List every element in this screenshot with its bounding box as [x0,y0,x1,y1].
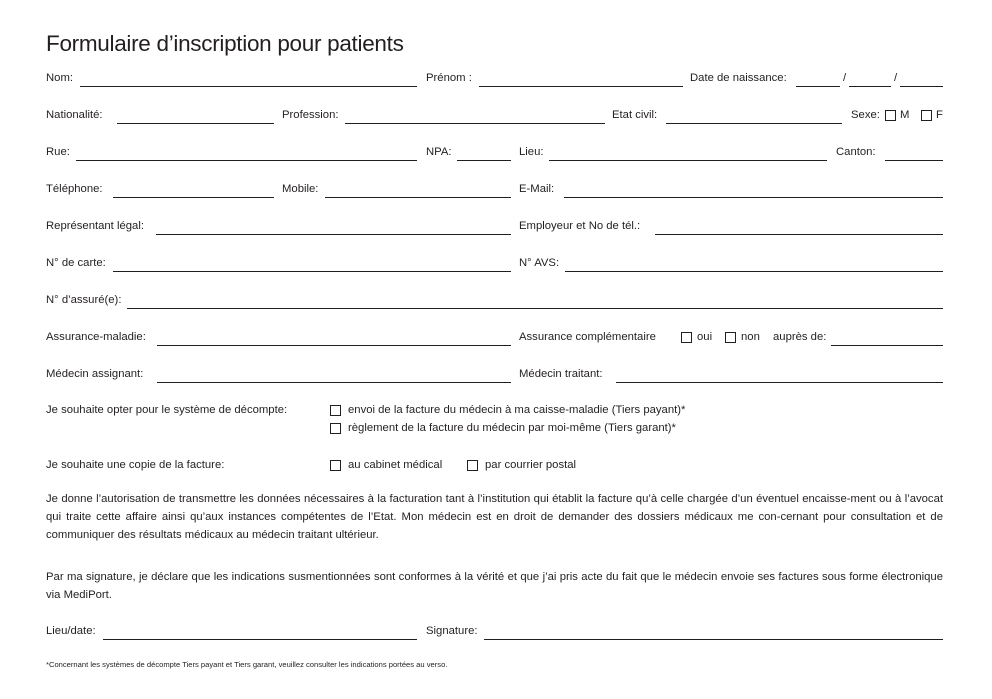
cabinet-label: au cabinet médical [348,459,443,471]
authorization-paragraph: Je donne l’autorisation de transmettre les données nécessaires à la facturation tant à l’institution qui établit la facture qu’à celle chargée d’un éventuel encaisse-ment ou à l’avocat qui traite cette affaire ainsi qu’aux instances compétentes de l’Etat. Mon médecin est en droit de demander des dossiers médicaux me con-cernant pour consultation et de communiquer des résultats médicaux au médecin traitant ultérieur. [46,493,943,541]
birth-year-field[interactable] [900,86,943,87]
mobile-field[interactable] [325,197,511,198]
npa-field[interactable] [457,160,511,161]
email-field[interactable] [564,197,943,198]
row-insured [0,294,992,308]
nationalite-field[interactable] [117,123,274,124]
sexe-label: Sexe: [851,109,880,121]
nom-field[interactable] [80,86,417,87]
row-status [0,109,992,123]
row-contact [0,183,992,197]
birth-day-field[interactable] [796,86,840,87]
medecin-traitant-label: Médecin traitant: [519,368,603,380]
rue-field[interactable] [76,160,417,161]
sexe-f-checkbox[interactable] [921,110,932,121]
footnote: *Concernant les systèmes de décompte Tiers payant et Tiers garant, veuillez consulter les indications portées au verso. [46,660,448,669]
prenom-label: Prénom : [426,72,472,84]
signature-field[interactable] [484,639,943,640]
row-representative [0,220,992,234]
date-naissance-label: Date de naissance: [690,72,787,84]
courrier-checkbox[interactable] [467,460,478,471]
row-doctors [0,368,992,382]
row-identity [0,72,992,86]
sexe-m-label: M [900,109,910,121]
decompte-label: Je souhaite opter pour le système de décompte: [46,404,288,416]
sexe-m-checkbox[interactable] [885,110,896,121]
email-label: E-Mail: [519,183,555,195]
nationalite-label: Nationalité: [46,109,103,121]
cabinet-checkbox[interactable] [330,460,341,471]
sexe-f-label: F [936,109,943,121]
date-separator: / [843,72,847,84]
profession-label: Profession: [282,109,339,121]
etat-civil-label: Etat civil: [612,109,658,121]
representant-label: Représentant légal: [46,220,144,232]
birth-month-field[interactable] [849,86,891,87]
row-address [0,146,992,160]
oui-label: oui [697,331,713,343]
profession-field[interactable] [345,123,605,124]
tiers-payant-checkbox[interactable] [330,405,341,416]
carte-label: N° de carte: [46,257,106,269]
avs-label: N° AVS: [519,257,560,269]
mobile-label: Mobile: [282,183,319,195]
employeur-field[interactable] [655,234,943,235]
row-card [0,257,992,271]
assurance-compl-label: Assurance complémentaire [519,331,656,343]
telephone-label: Téléphone: [46,183,103,195]
tiers-garant-checkbox[interactable] [330,423,341,434]
prenom-field[interactable] [479,86,683,87]
row-signature [0,625,992,639]
telephone-field[interactable] [113,197,274,198]
canton-field[interactable] [885,160,943,161]
assurance-maladie-field[interactable] [157,345,511,346]
row-insurance [0,331,992,345]
aupres-label: auprès de: [773,331,827,343]
assure-field[interactable] [127,308,943,309]
avs-field[interactable] [565,271,943,272]
canton-label: Canton: [836,146,876,158]
nom-label: Nom: [46,72,73,84]
non-checkbox[interactable] [725,332,736,343]
courrier-label: par courrier postal [485,459,577,471]
form-title: Formulaire d’inscription pour patients [46,31,404,56]
carte-field[interactable] [113,271,511,272]
etat-civil-field[interactable] [666,123,842,124]
representant-field[interactable] [156,234,511,235]
assure-label: N° d’assuré(e): [46,294,122,306]
date-separator: / [894,72,898,84]
non-label: non [741,331,760,343]
medecin-assignant-field[interactable] [157,382,511,383]
rue-label: Rue: [46,146,70,158]
tiers-garant-label: règlement de la facture du médecin par moi-même (Tiers garant)* [348,422,676,434]
npa-label: NPA: [426,146,452,158]
lieu-field[interactable] [549,160,827,161]
copie-label: Je souhaite une copie de la facture: [46,459,225,471]
medecin-assignant-label: Médecin assignant: [46,368,144,380]
lieu-label: Lieu: [519,146,544,158]
decompte-section [0,404,992,438]
copie-section [0,459,992,473]
tiers-payant-label: envoi de la facture du médecin à ma caisse-maladie (Tiers payant)* [348,404,686,416]
oui-checkbox[interactable] [681,332,692,343]
declaration-paragraph: Par ma signature, je déclare que les indications susmentionnées sont conformes à la vérité et que j’ai pris acte du fait que le médecin envoie ses factures sous forme électronique via MediPort. [46,571,943,601]
assurance-maladie-label: Assurance-maladie: [46,331,146,343]
lieu-date-label: Lieu/date: [46,625,96,637]
aupres-field[interactable] [831,345,943,346]
medecin-traitant-field[interactable] [616,382,943,383]
employeur-label: Employeur et No de tél.: [519,220,641,232]
signature-label: Signature: [426,625,478,637]
lieu-date-field[interactable] [103,639,417,640]
